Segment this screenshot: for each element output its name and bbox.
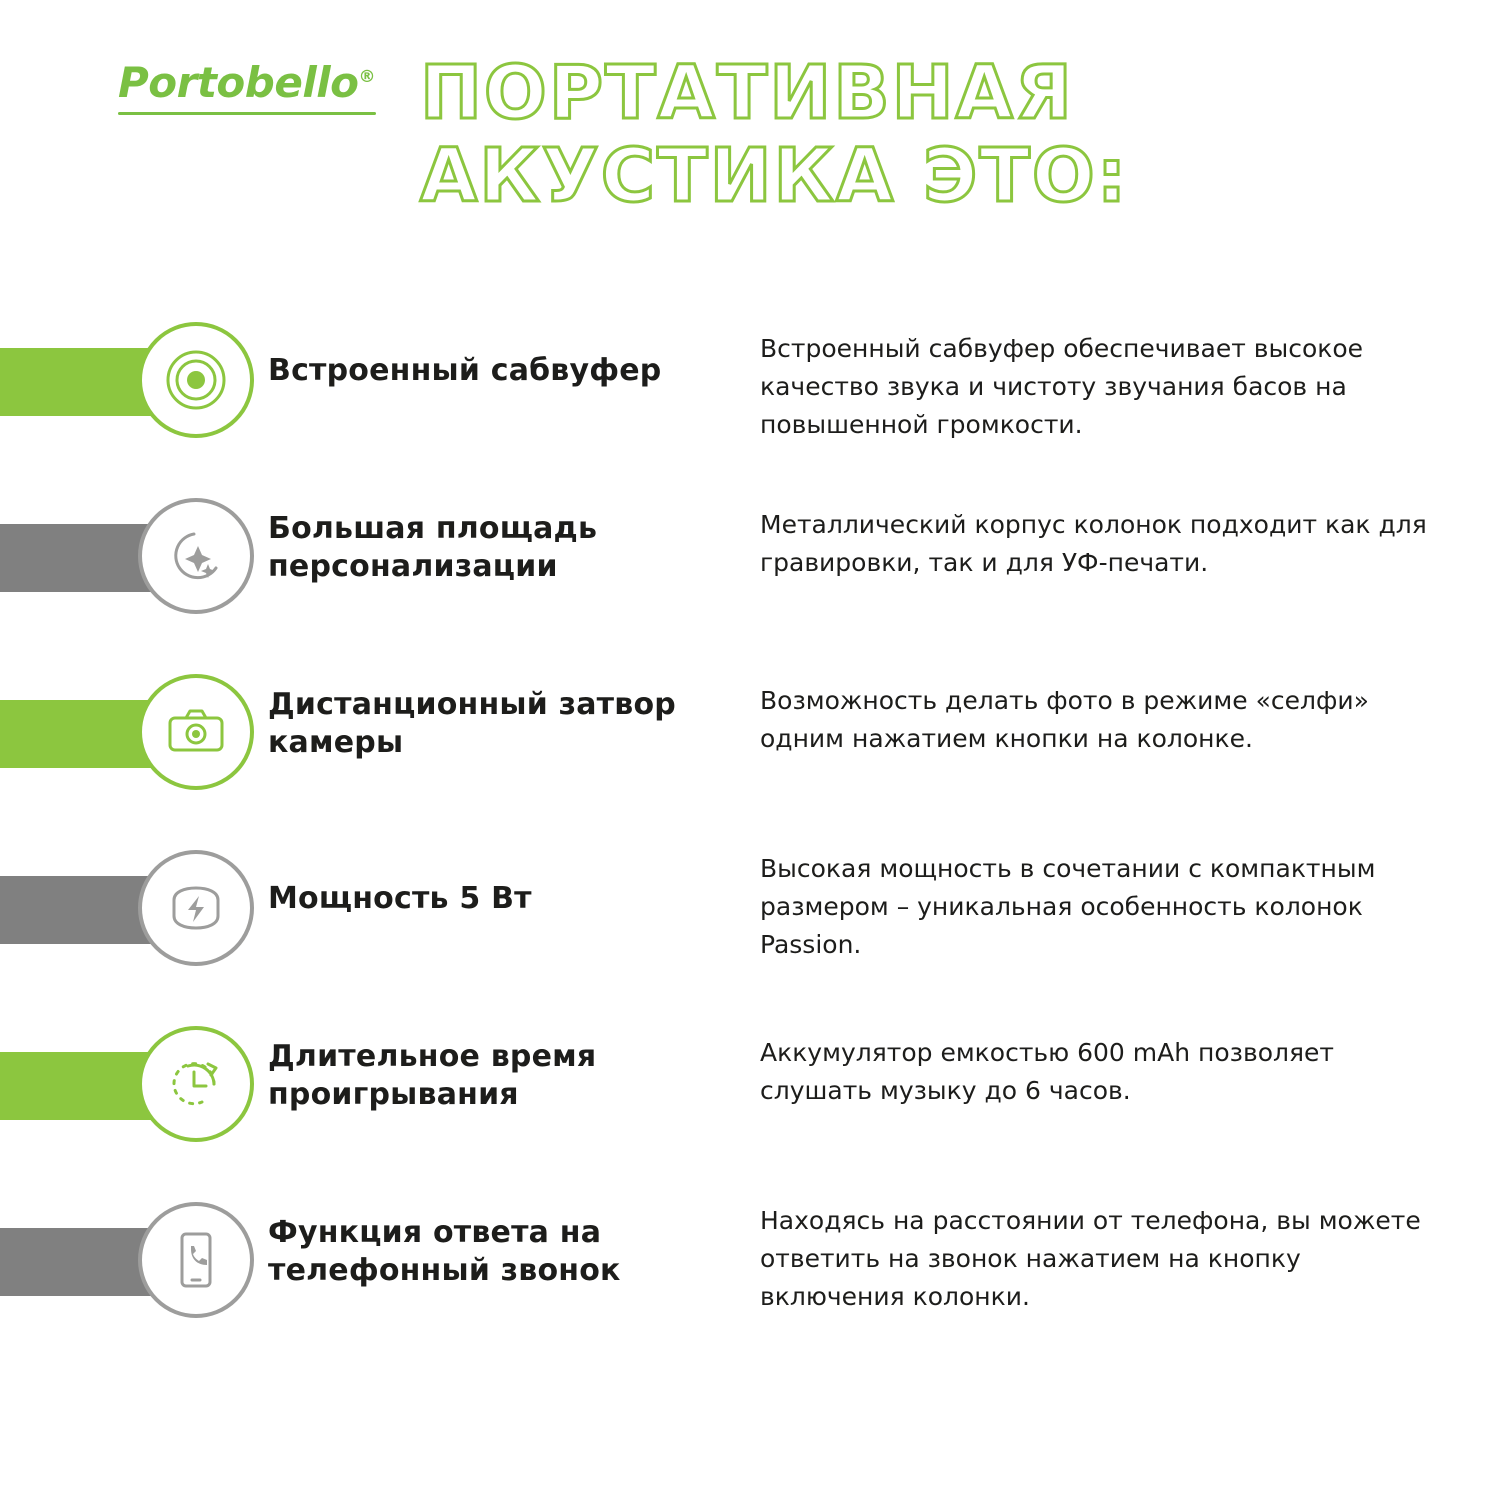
- feature-description: Металлический корпус колонок подходит как для гравировки, так и для УФ-печати.: [760, 510, 1427, 577]
- phone-call-icon: [164, 1228, 228, 1292]
- feature-icon-badge: [138, 674, 254, 790]
- feature-title: Мощность 5 Вт: [268, 881, 532, 916]
- feature-list: [0, 300, 1500, 1356]
- brand-logo: [118, 58, 388, 115]
- feature-description: Высокая мощность в сочетании с компактным размером – уникальная особенность колонок Passion.: [760, 854, 1376, 959]
- brand-registered-mark: ®: [358, 67, 375, 87]
- list-item: [0, 828, 1500, 1004]
- feature-title: Длительное время проигрывания: [268, 1039, 597, 1113]
- feature-title: Функция ответа на телефонный звонок: [268, 1215, 621, 1289]
- brand-logo-text: [118, 58, 388, 107]
- subwoofer-icon: [164, 348, 228, 412]
- feature-description: Находясь на расстоянии от телефона, вы можете ответить на звонок нажатием на кнопку включения колонки.: [760, 1206, 1421, 1311]
- page-title-line-2: АКУСТИКА ЭТО:: [420, 132, 1129, 219]
- feature-title: Встроенный сабвуфер: [268, 353, 662, 388]
- list-item: [0, 1004, 1500, 1180]
- page-title-line-1: ПОРТАТИВНАЯ: [420, 50, 1074, 136]
- feature-description: Возможность делать фото в режиме «селфи» одним нажатием кнопки на колонке.: [760, 686, 1369, 753]
- list-item: [0, 476, 1500, 652]
- page-title: [420, 52, 1440, 218]
- clock-refresh-icon: [164, 1052, 228, 1116]
- sparkle-icon: [164, 524, 228, 588]
- feature-description: Встроенный сабвуфер обеспечивает высокое качество звука и чистоту звучания басов на повышенной громкости.: [760, 334, 1364, 439]
- feature-icon-badge: [138, 1202, 254, 1318]
- feature-icon-badge: [138, 1026, 254, 1142]
- list-item: [0, 652, 1500, 828]
- brand-underline: [118, 112, 376, 115]
- feature-title: Большая площадь персонализации: [268, 511, 598, 585]
- feature-title: Дистанционный затвор камеры: [268, 687, 676, 761]
- brand-name: Portobello: [118, 58, 359, 107]
- camera-icon: [164, 700, 228, 764]
- feature-icon-badge: [138, 850, 254, 966]
- power-bolt-icon: [164, 876, 228, 940]
- list-item: [0, 1180, 1500, 1356]
- feature-icon-badge: [138, 498, 254, 614]
- list-item: [0, 300, 1500, 476]
- feature-description: Аккумулятор емкостью 600 mAh позволяет слушать музыку до 6 часов.: [760, 1038, 1334, 1105]
- feature-icon-badge: [138, 322, 254, 438]
- page-header: [0, 0, 1500, 270]
